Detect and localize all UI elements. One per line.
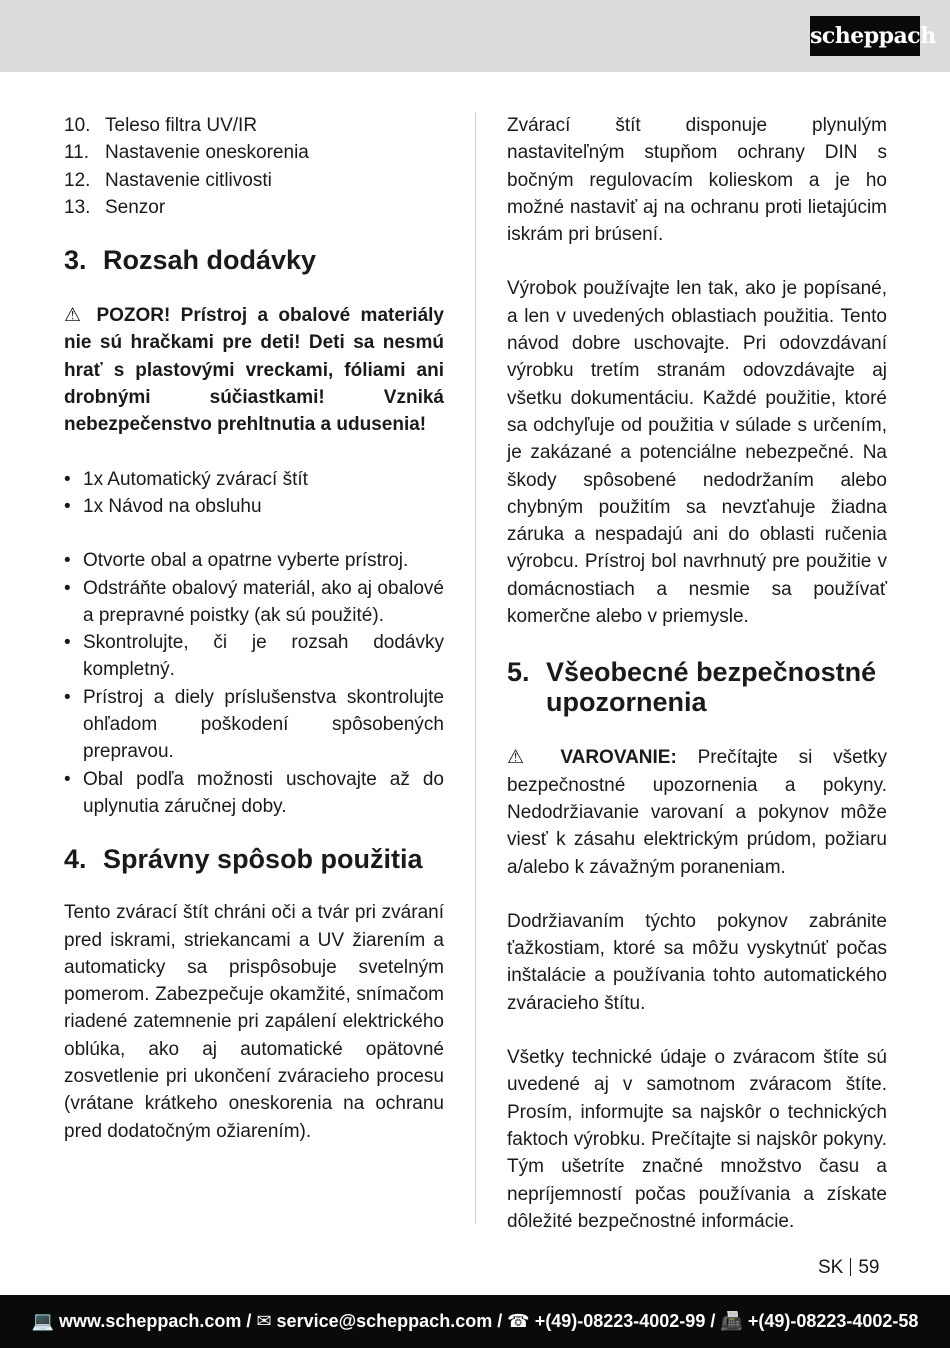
header-band — [0, 0, 950, 72]
section-5-warning: ⚠ VAROVANIE: Prečítajte si všetky bezpečnostné upozornenia a pokyny. Nedodržiavanie varovaní a pokynov môže viesť k zásahu elektrickým prúdom, požiaru a/alebo k závažným poraneniam. — [507, 747, 888, 878]
unpacking-steps-list — [64, 547, 444, 820]
list-item: 12. Nastavenie citlivosti — [64, 169, 272, 191]
list-item: • Prístroj a diely príslušenstva skontrolujte ohľadom poškodení spôsobených prepravou. — [64, 686, 444, 763]
right-column — [507, 112, 887, 1235]
page-number-separator — [850, 1258, 851, 1276]
website-link[interactable]: www.scheppach.com — [59, 1311, 242, 1331]
section-5-heading: 5. Všeobecné bezpečnostné upozornenia — [507, 657, 877, 718]
list-item: • 1x Návod na obsluhu — [64, 495, 262, 517]
phone-icon: ☎ — [507, 1311, 530, 1331]
warning-triangle-icon: ⚠ — [64, 305, 87, 327]
paragraph: Všetky technické údaje o zváracom štíte sú uvedené aj v samotnom zváracom štíte. Prosím, informujte sa najskôr o technických faktoch výrobku. Prečítajte si najskôr pokyny. Tým ušetríte značné množstvo času a nepríjemností počas používania a získate dôležité bezpečnostné informácie. — [507, 1047, 887, 1232]
paragraph: Výrobok používajte len tak, ako je popísané, a len v uvedených oblastiach použitia. Tento návod dobre uschovajte. Pri odovzdávaní výrobku tretím stranám odovzdávajte aj všetku dokumentáciu. Každé použitie, ktoré sa odchyľuje od použitia v súlade s určením, je zakázané a potenciálne nebezpečné. Na škody spôsobené nedodržaním alebo chybným použitím sa nevzťahuje žiadna záruka a nespadajú ani do oblasti ručenia výrobcu. Prístroj bol navrhnutý pre použitie v domácnostiach a nesmie sa používať komerčne alebo v priemysle. — [507, 278, 887, 628]
paragraph: Dodržiavaním týchto pokynov zabránite ťažkostiam, ktoré sa môžu vyskytnúť počas inštalácie a používania tohto automatického zváracieho štítu. — [507, 910, 887, 1014]
email-link[interactable]: service@scheppach.com — [276, 1311, 493, 1331]
paragraph: Zvárací štít disponuje plynulým nastaviteľným stupňom ochrany DIN s bočným regulovacím kolieskom a je ho možné nastaviť aj na ochranu proti lietajúcim iskrám pri brúsení. — [507, 115, 887, 246]
section-4-text: Tento zvárací štít chráni oči a tvár pri zváraní pred iskrami, striekancami a UV žiarením a automaticky sa prispôsobuje svetelným pomerom. Zabezpečuje okamžité, snímačom riadené zatemnenie pri zapálení elektrického oblúka, ako aj automatické opätovné zosvetlenie pri ukončení zváracieho procesu (vrátane krátkeho oneskorenia na ochranu pred dodatočným ožiarením). — [64, 902, 444, 1142]
list-item: 10. Teleso filtra UV/IR — [64, 115, 258, 136]
column-divider — [475, 112, 476, 1224]
list-item: • 1x Automatický zvárací štít — [64, 468, 308, 490]
fax-icon: 📠 — [720, 1311, 743, 1331]
footer-contact-bar: 💻 www.scheppach.com / ✉ service@scheppach.com / ☎ +(49)-08223-4002-99 / 📠 +(49)-08223-4002-58 — [0, 1295, 950, 1348]
computer-icon: 💻 — [31, 1311, 54, 1331]
list-item: • Obal podľa možnosti uschovajte až do uplynutia záručnej doby. — [64, 768, 444, 817]
phone-number[interactable]: +(49)-08223-4002-99 — [534, 1311, 706, 1331]
parts-list — [64, 112, 444, 221]
delivery-items-list — [64, 466, 444, 521]
list-item: 11. Nastavenie oneskorenia — [64, 142, 309, 164]
envelope-icon: ✉ — [256, 1311, 272, 1331]
list-item: • Odstráňte obalový materiál, ako aj obalové a prepravné poistky (ak sú použité). — [64, 577, 444, 626]
list-item: 13. Senzor — [64, 196, 166, 218]
section-3-heading: 3. Rozsah dodávky — [64, 245, 317, 276]
list-item: • Skontrolujte, či je rozsah dodávky kompletný. — [64, 632, 444, 681]
fax-number: +(49)-08223-4002-58 — [747, 1311, 919, 1331]
section-3-warning: ⚠ POZOR! Prístroj a obalové materiály nie sú hračkami pre deti! Deti sa nesmú hrať s plastovými vreckami, fóliami ani drobnými súčiastkami! Vzniká nebezpečenstvo prehltnutia a udusenia! — [64, 305, 444, 436]
left-column — [64, 112, 444, 1145]
list-item: • Otvorte obal a opatrne vyberte prístroj. — [64, 550, 409, 572]
page-number: SK 59 — [818, 1257, 880, 1278]
scheppach-logo: scheppach — [810, 16, 920, 56]
warning-triangle-icon: ⚠ — [507, 747, 540, 769]
section-4-heading: 4. Správny spôsob použitia — [64, 844, 423, 875]
